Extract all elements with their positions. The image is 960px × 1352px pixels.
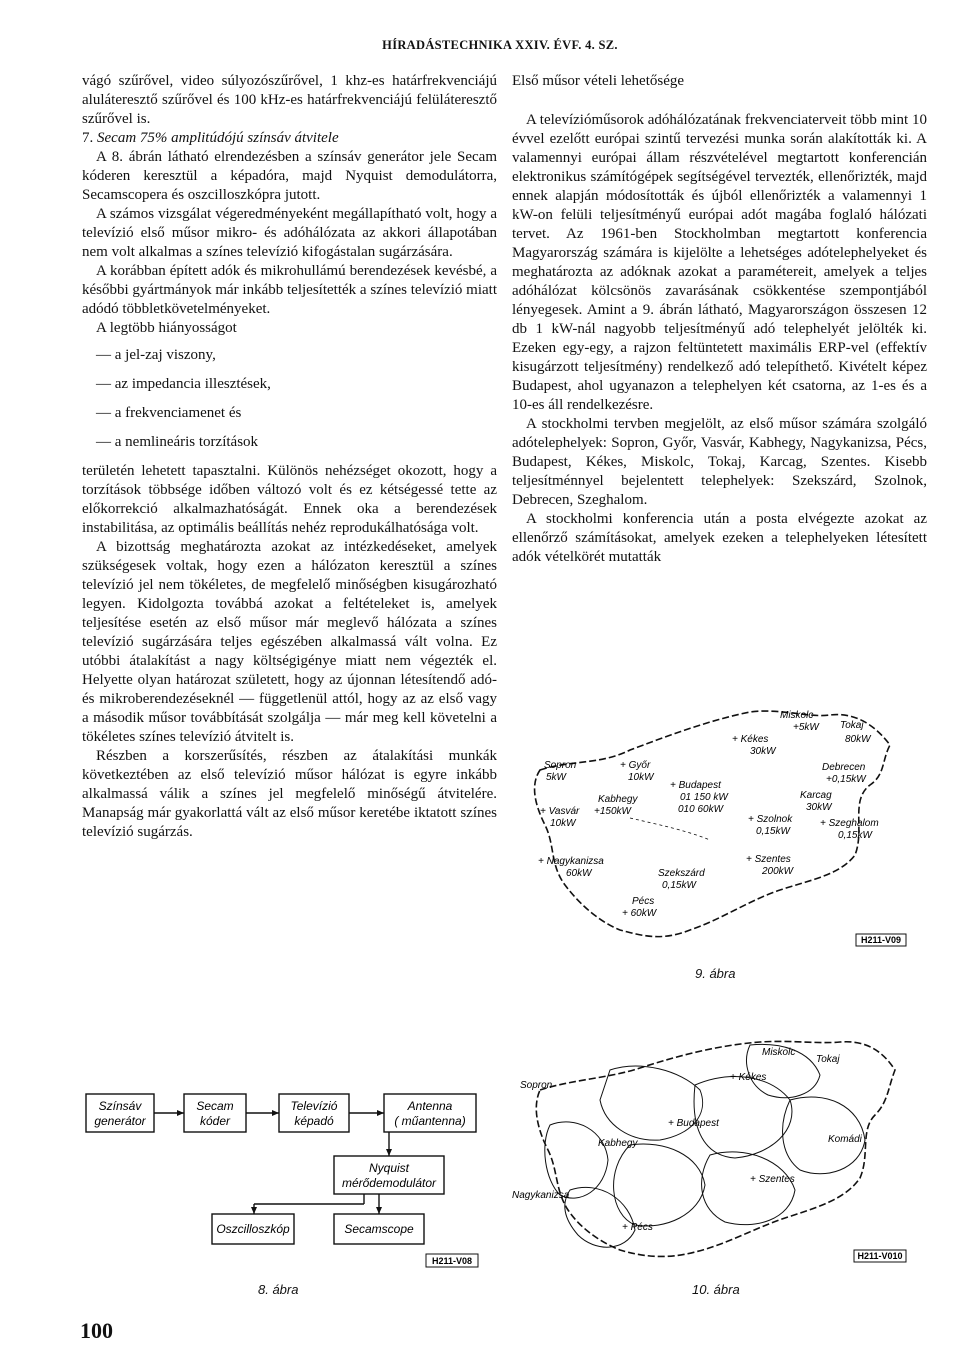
page-number: 100 xyxy=(80,1318,113,1343)
map-label-budapest-ch10: 010 60kW xyxy=(678,804,724,815)
map-label-szekszard-power: 0,15kW xyxy=(662,880,696,891)
map-label-gyor: + Győr xyxy=(620,760,651,771)
figure-8-block-diagram xyxy=(84,1088,484,1273)
map-label-szolnok-power: 0,15kW xyxy=(756,826,790,837)
map-label-vasvar: + Vasvár xyxy=(540,806,580,817)
paragraph: A számos vizsgálat végeredményeként megállapítható volt, hogy a televízió első műsor mikro- és adóhálózata az akkori állapotában nem volt alkalmas a színes televízió kifogástalan sugárzására. xyxy=(82,206,497,260)
deficiency-list xyxy=(82,346,497,452)
map-label-budapest: + Budapest xyxy=(668,1118,719,1129)
country-border xyxy=(536,1041,895,1256)
map-label-nagykanizsa: Nagykanizsa xyxy=(512,1190,570,1201)
map-label-kekes: + Kékes xyxy=(732,734,769,745)
map-label-budapest: + Budapest xyxy=(670,780,721,791)
paragraph: A legtöbb hiányosságot xyxy=(96,320,237,336)
box-label: Secamscope xyxy=(344,1222,414,1236)
figure-9-caption: 9. ábra xyxy=(695,966,736,981)
map-label-szeghalom: + Szeghalom xyxy=(820,818,879,829)
paragraph: A televízióműsorok adóhálózatának frekvenciaterveit több mint 10 évvel ezelőtt európai szintű tervezési munka során alakították ki. A valamennyi európai állam részvételével megtartott konferencián elektronikus számítógépek segítségével tervezték, ellenőrizték, majd ennek alapján módosították és újból ellenőrizték a valamennyi 1 kW-on felüli teljesítményű európai adót magába foglaló hálózati tervet. Az 1961-ben Stockholmban megtartott konferencia Magyarország számára is kijelölte a lehetséges adótelephelyeket és meghatározta az adóknak azokat a paramétereit, amelyek a teljes adóhálózat kölcsönös zavarásának csökkentése szempontjából lényegesek. Amint a 9. ábrán látható, Magyarországon összesen 12 db 1 kW-nál nagyobb teljesítményű adó telephelyét jelölték ki. Ezeken egy-egy, a rajzon feltüntetett maximális ERP-vel (effektív kisugárzott teljesítmény) rendelkező adó telepíthető. Kivételt képez Budapest, ahol ugyanazon a telephelyen két csatorna, az 1-es és a 10-es áll rendelkezésre. xyxy=(512,112,927,413)
map-label-pecs-power: + 60kW xyxy=(622,908,657,919)
paragraph: területén lehetett tapasztalni. Különös nehézséget okozott, hogy a torzítások többsége időben változó volt és ez kétségessé tette az előkorrekció alkalmazhatóságát. Ennek oka a berendezések instabilitása, az optimális beállítás nehéz reprodukálhatósága volt. xyxy=(82,463,497,536)
paragraph: A 8. ábrán látható elrendezésben a színsáv generátor jele Secam kóderen keresztül a képadóra, majd Nyquist demodulátorra, Secamscopera és oszcilloszkópra jutott. xyxy=(82,149,497,203)
map-label-karcag: Karcag xyxy=(800,790,832,801)
map-label-kekes-power: 30kW xyxy=(750,746,776,757)
map-label-karcag-power: 30kW xyxy=(806,802,832,813)
paragraph: A korábban épített adók és mikrohullámú berendezések kevésbé, a későbbi gyártmányok már inkább teljesítették a színes televízió miatt adódó többletkövetelményeket. xyxy=(82,263,497,317)
map-label-szolnok: + Szolnok xyxy=(748,814,793,825)
figure-9-transmitter-map xyxy=(510,690,910,960)
figure-code: H211-V010 xyxy=(857,1251,903,1261)
right-column xyxy=(512,72,927,567)
box-label: Secam xyxy=(196,1099,234,1113)
left-column xyxy=(82,72,497,842)
section-title-right: Első műsor vételi lehetősége xyxy=(512,73,685,89)
map-label-gyor-power: 10kW xyxy=(628,772,654,783)
map-label-sopron: Sopron xyxy=(544,760,577,771)
box-label: Antenna xyxy=(407,1099,453,1113)
coverage-circles xyxy=(545,1044,865,1247)
map-label-sopron: Sopron xyxy=(520,1080,553,1091)
paragraph: A bizottság meghatározta azokat az intézkedéseket, amelyek szükségesek voltak, hogy ezen a hálózaton keresztül a színes televízió jel nem tökéletes, de megfelelő minőségben kisugározható legyen. Kidolgozta továbbá azokat a feltételeket is, amelyek teljesítése esetén az első műsor már meglevő hálózata a színes televízió sugárzására teljes egészében alkalmassá vált volna. Ez utóbbi átalakítást a nagy költségigénye miatt nem végezték el. Helyette olyan határozat született, hogy az újonnan létesítendő adó- és mikroberendezéseknél — függetlenül attól, hogy az az első vagy a második műsor továbbítását szolgálja — már meg kell követelni a tökéletes színes televízió átvitelt is. xyxy=(82,539,497,745)
map-label-szentes: + Szentes xyxy=(750,1174,795,1185)
box-label: Színsáv xyxy=(98,1099,142,1113)
map-label-kabhegy: Kabhegy xyxy=(598,1138,638,1149)
map-label-nagykanizsa: + Nagykanizsa xyxy=(538,856,604,867)
section-title: Secam 75% amplitúdójú színsáv átvitele xyxy=(97,130,339,146)
map-label-kabhegy-power: +150kW xyxy=(594,806,631,817)
box-label: mérődemodulátor xyxy=(341,1176,437,1190)
box-label: kóder xyxy=(199,1114,231,1128)
section-number: 7. xyxy=(82,130,94,146)
paragraph: A stockholmi konferencia után a posta elvégezte azokat az ellenőrző számításokat, amelyek ezeken a telephelyeken létesített adók vételkörét mutatták xyxy=(512,511,927,565)
map-label-budapest-ch1: 01 150 kW xyxy=(680,792,728,803)
map-label-debrecen: Debrecen xyxy=(822,762,866,773)
list-item: — a jel-zaj viszony, xyxy=(96,346,497,365)
list-item: — az impedancia illesztések, xyxy=(96,375,497,394)
map-label-szentes: + Szentes xyxy=(746,854,791,865)
map-label-tokaj-power: 80kW xyxy=(845,734,871,745)
box-label: Nyquist xyxy=(368,1161,410,1175)
map-label-szentes-power: 200kW xyxy=(762,866,794,877)
box-label: generátor xyxy=(94,1114,146,1128)
map-label-kekes: + Kékes xyxy=(730,1072,767,1083)
journal-header: HÍRADÁSTECHNIKA XXIV. ÉVF. 4. SZ. xyxy=(382,38,618,52)
map-label-sopron-power: 5kW xyxy=(546,772,566,783)
map-label-debrecen-power: +0,15kW xyxy=(826,774,866,785)
figure-10-caption: 10. ábra xyxy=(692,1282,740,1297)
section-heading xyxy=(82,129,497,148)
list-item: — a nemlineáris torzítások xyxy=(96,433,497,452)
paragraph: A stockholmi tervben megjelölt, az első műsor számára szolgáló adótelephelyek: Sopron, Győr, Vasvár, Kabhegy, Nagykanizsa, Pécs, Budapest, Kékes, Miskolc, Tokaj, Karcag, Szentes. Kisebb teljesítménnyel bejelentett telephelyek: Szekszárd, Szolnok, Debrecen, Szeghalom. xyxy=(512,416,927,508)
paragraph: Részben a korszerűsítés, részben az átalakítási munkák következtében az első televízió műsor hálózat is egyre inkább alkalmassá válik a színes jel megfelelő minőségű átvitelére. Manapság már gyakorlattá vált az első műsor keretébe iktatott színes televízió sugárzás. xyxy=(82,748,497,840)
map-label-miskolc-power: +5kW xyxy=(793,722,819,733)
figure-code: H211-V09 xyxy=(860,935,902,945)
map-label-pecs: + Pécs xyxy=(622,1222,653,1233)
coverage-map-svg xyxy=(510,1030,910,1275)
figure-10-coverage-map xyxy=(510,1030,910,1275)
map-label-miskolc: Miskolc xyxy=(780,710,814,721)
box-label: képadó xyxy=(294,1114,334,1128)
box-label: ( műantenna) xyxy=(394,1114,466,1128)
map-label-tokaj: Tokaj xyxy=(816,1054,840,1065)
map-label-kombadi: Komádi xyxy=(828,1134,862,1145)
map-label-pecs: Pécs xyxy=(632,896,655,907)
map-label-miskolc: Miskolc xyxy=(762,1047,796,1058)
map-label-nagykanizsa-power: 60kW xyxy=(566,868,592,879)
block-diagram-svg xyxy=(84,1088,484,1273)
map-label-szeghalom-power: 0,15kW xyxy=(838,830,872,841)
map-svg xyxy=(510,690,910,960)
box-label: Televízió xyxy=(290,1099,338,1113)
map-label-szekszard: Szekszárd xyxy=(658,868,705,879)
paragraph-intro: vágó szűrővel, video súlyozószűrővel, 1 khz-es határfrekvenciájú aluláteresztő szűrővel és 100 kHz-es határfrekvenciájú felüláteresztő szűrővel is. xyxy=(82,73,497,127)
figure-code: H211-V08 xyxy=(431,1256,473,1266)
list-item: — a frekvenciamenet és xyxy=(96,404,497,423)
box-label: Oszcilloszkóp xyxy=(216,1222,290,1236)
figure-8-caption: 8. ábra xyxy=(258,1282,299,1297)
map-label-tokaj: Tokaj xyxy=(840,720,864,731)
map-label-vasvar-power: 10kW xyxy=(550,818,576,829)
map-label-kabhegy: Kabhegy xyxy=(598,794,638,805)
